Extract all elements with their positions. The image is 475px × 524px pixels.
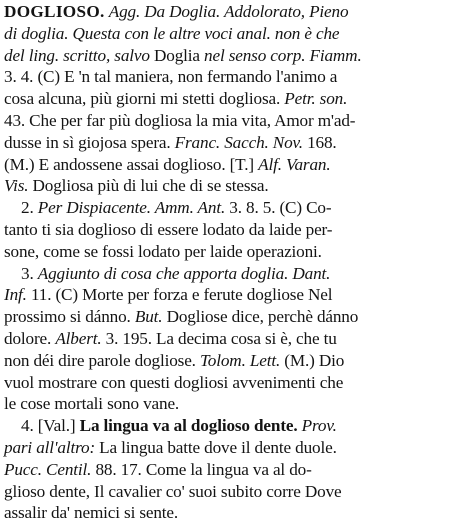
entry-text: 11. (C) Morte per forza e ferute dogliose Nel [26, 285, 333, 305]
entry-line-13 [4, 263, 472, 285]
entry-text: 88. 17. Come la lingua va al do- [91, 459, 312, 479]
source-citation: Petr. son. [284, 89, 348, 109]
entry-text: prossimo si dánno. [4, 307, 135, 327]
entry-line-15 [4, 306, 472, 328]
entry-text: di doglia. Questa con le altre voci anal. non è che [4, 23, 340, 43]
entry-line-17 [4, 350, 472, 372]
entry-line-19 [4, 393, 472, 415]
entry-text: Doglia [153, 45, 200, 65]
proverb-phrase: La lingua va al doglioso dente. [79, 416, 298, 436]
entry-line-16 [4, 328, 472, 350]
entry-line-9 [4, 175, 472, 197]
entry-line-10 [4, 197, 472, 219]
entry-text: non déi dire parole dogliose. [4, 350, 200, 370]
entry-text: Dogliose dice, perchè dánno [162, 307, 359, 327]
entry-line-11 [4, 219, 472, 241]
entry-text: La lingua batte dove il dente duole. [95, 437, 337, 457]
entry-text: (M.) E andossene assai doglioso. [T.] [4, 154, 259, 174]
entry-line-23 [4, 481, 472, 503]
entry-text: del ling. scritto, salvo [4, 45, 154, 65]
entry-text: 168. [302, 132, 337, 152]
entry-line-4 [4, 66, 472, 88]
entry-line-3 [4, 45, 472, 67]
sense-number: 2. [21, 198, 38, 218]
entry-text: cosa alcuna, più giorni mi stetti dogliosa. [4, 89, 285, 109]
entry-line-18 [4, 372, 472, 394]
entry-line-6 [4, 110, 472, 132]
entry-text: assalir da' nemici si sente. [4, 503, 179, 523]
entry-text: le cose mortali sono vane. [4, 394, 180, 414]
sense-number: 3. [21, 263, 38, 283]
entry-line-14 [4, 284, 472, 306]
entry-line-5 [4, 88, 472, 110]
entry-text: dusse in sì giojosa spera. [4, 132, 175, 152]
entry-text: 3. 195. La decima cosa si è, che tu [101, 328, 337, 348]
entry-line-20 [4, 415, 472, 437]
entry-text: Agg. Da Doglia. Addolorato, Pieno [108, 2, 349, 21]
source-citation: Inf. [4, 285, 27, 305]
entry-line-12 [4, 241, 472, 263]
entry-text: tanto ti sia doglioso di essere lodato da laide per- [4, 219, 333, 239]
entry-text: Aggiunto di cosa che apporta doglia. Dant. [37, 263, 331, 283]
entry-line-24 [4, 502, 472, 524]
entry-text: sone, come se fossi lodato per laide operazioni. [4, 241, 322, 261]
entry-line-2 [4, 23, 472, 45]
entry-line-21 [4, 437, 472, 459]
entry-text: vuol mostrare con questi dogliosi avvenimenti che [4, 372, 344, 392]
entry-line-8 [4, 154, 472, 176]
entry-text: Prov. [301, 416, 337, 436]
source-citation: Tolom. Lett. [199, 350, 281, 370]
source-citation: Franc. Sacch. Nov. [174, 132, 303, 152]
headword: DOGLIOSO. [4, 2, 105, 21]
entry-text: Per Dispiacente. Amm. Ant. [37, 198, 226, 218]
entry-text: 3. 4. (C) E 'n tal maniera, non fermando l'animo a [4, 67, 338, 87]
source-citation: Vis. [4, 176, 29, 196]
entry-line-7 [4, 132, 472, 154]
source-citation: But. [134, 307, 163, 327]
entry-text: 43. Che per far più dogliosa la mia vita, Amor m'ad- [4, 110, 356, 130]
entry-line-22 [4, 459, 472, 481]
entry-text: glioso dente, Il cavalier co' suoi subito corre Dove [4, 481, 342, 501]
dictionary-entry [4, 1, 472, 524]
entry-text: Dogliosa più di lui che di se stessa. [28, 176, 269, 196]
entry-text: (M.) Dio [280, 350, 345, 370]
entry-text: dolore. [4, 328, 56, 348]
source-citation: Albert. [55, 328, 102, 348]
entry-line-1 [4, 1, 472, 23]
sense-number: 4. [Val.] [21, 416, 80, 436]
entry-text: nel senso corp. Fiamm. [199, 45, 362, 65]
entry-text: 3. 8. 5. (C) Co- [225, 198, 332, 218]
source-citation: Pucc. Centil. [4, 459, 92, 479]
source-citation: Alf. Varan. [258, 154, 331, 174]
entry-text: pari all'altro: [4, 437, 96, 457]
